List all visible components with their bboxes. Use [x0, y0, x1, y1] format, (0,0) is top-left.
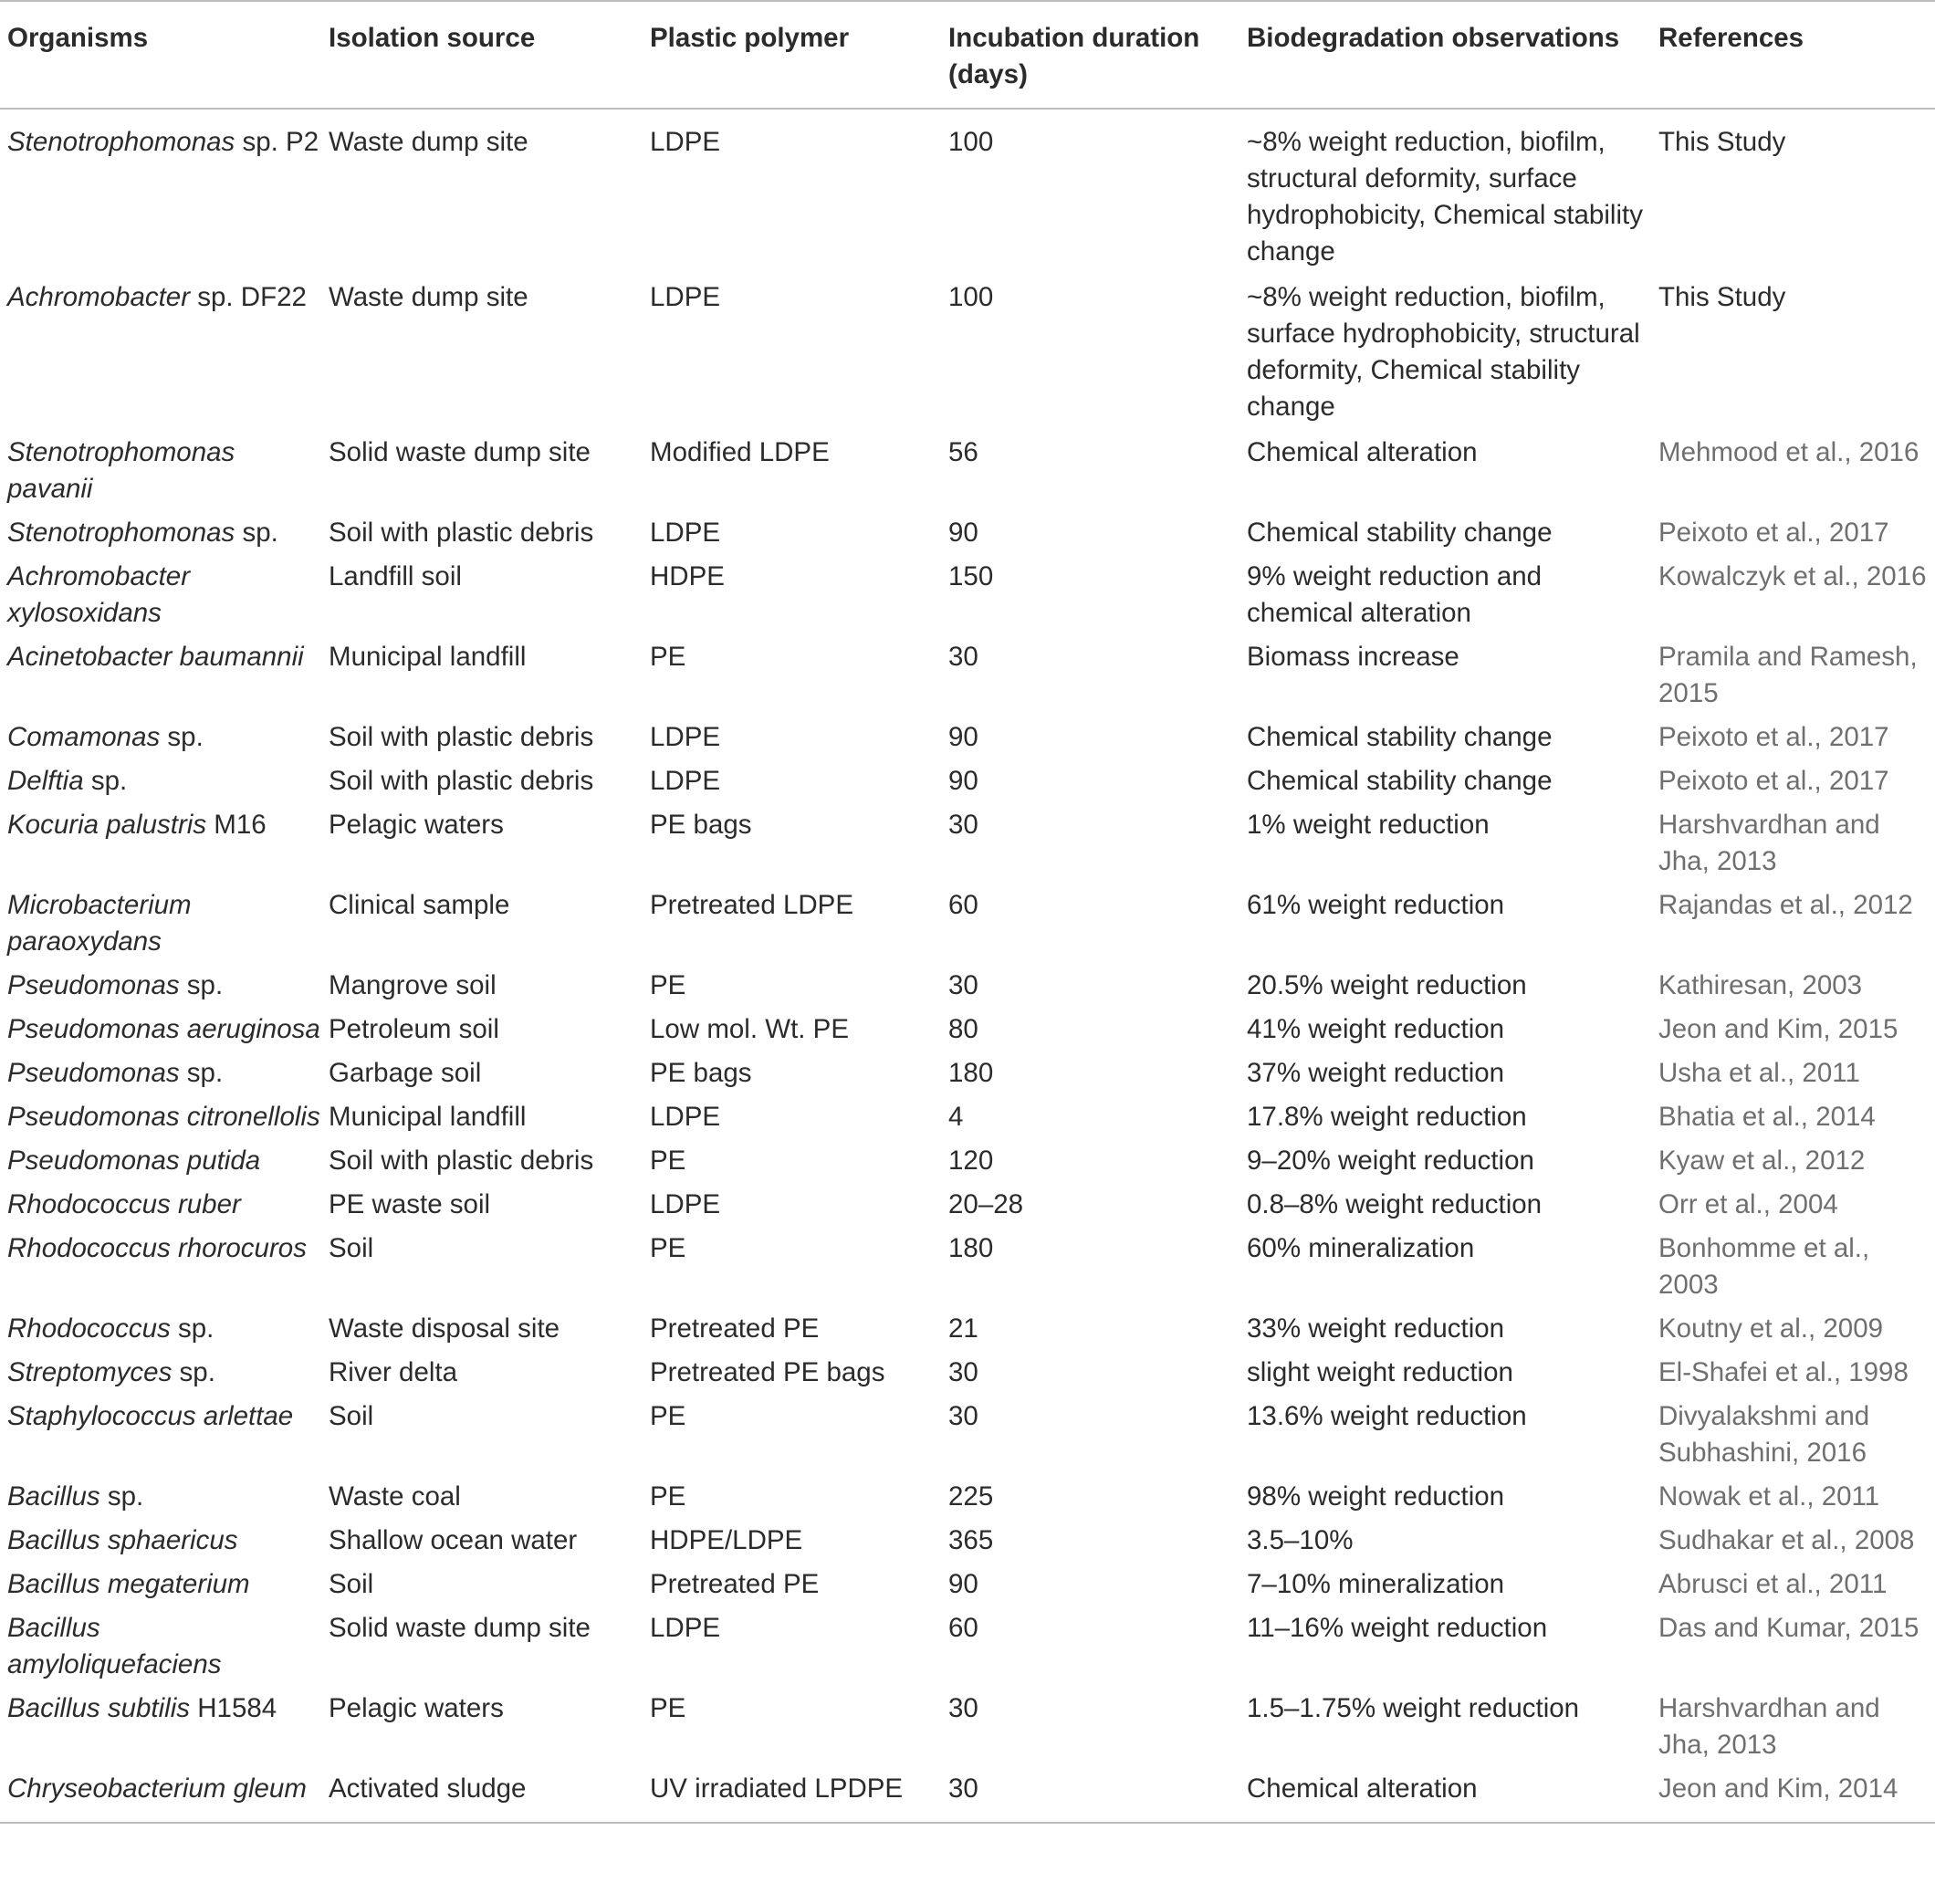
table-header: [0, 1, 1935, 109]
cell-plastic-polymer: LDPE: [650, 1189, 721, 1219]
organism-name-italic: Staphylococcus arlettae: [7, 1401, 294, 1431]
cell-isolation-source: River delta: [329, 1357, 458, 1387]
organism-name-italic: Pseudomonas: [7, 1058, 180, 1088]
cell-isolation-source: Municipal landfill: [329, 642, 527, 672]
cell-organism: [0, 759, 321, 803]
table-body: [0, 109, 1935, 1823]
cell-incubation-duration: 30: [941, 1767, 1239, 1823]
cell-incubation-duration: 21: [948, 1313, 978, 1344]
table-row: [0, 1687, 1935, 1767]
cell-plastic-polymer: Low mol. Wt. PE: [650, 1014, 850, 1044]
cell-biodegradation-observations: 61% weight reduction: [1247, 890, 1505, 920]
organism-name-italic: Rhodococcus: [7, 1313, 171, 1344]
cell-reference: Bhatia et al., 2014: [1658, 1102, 1876, 1132]
header-references: References: [1651, 1, 1935, 109]
cell-incubation-duration: 80: [948, 1014, 978, 1044]
header-isolation-source: Isolation source: [321, 1, 643, 109]
organism-name-suffix: sp.: [99, 1481, 144, 1512]
cell-reference: Pramila and Ramesh, 2015: [1658, 642, 1918, 708]
table-row: [0, 803, 1935, 884]
cell-biodegradation-observations: 1% weight reduction: [1247, 810, 1490, 840]
organism-name-italic: Bacillus sphaericus: [7, 1525, 238, 1555]
organism-name-italic: Bacillus: [7, 1481, 100, 1512]
header-organisms: Organisms: [0, 1, 321, 109]
cell-incubation-duration: 60: [948, 890, 978, 920]
cell-organism: [0, 635, 321, 716]
organism-name-suffix: sp.: [235, 518, 278, 548]
cell-reference: This Study: [1658, 127, 1786, 157]
header-incubation-duration: Incubation duration (days): [941, 1, 1239, 109]
cell-reference: Peixoto et al., 2017: [1658, 518, 1889, 548]
cell-isolation-source: Soil with plastic debris: [329, 518, 594, 548]
cell-reference: Rajandas et al., 2012: [1658, 890, 1913, 920]
cell-organism: [0, 1307, 321, 1351]
cell-isolation-source: Soil: [329, 1569, 374, 1599]
cell-organism: [0, 1008, 321, 1051]
cell-plastic-polymer: LDPE: [650, 1613, 721, 1643]
cell-reference: Usha et al., 2011: [1658, 1058, 1860, 1088]
table-row: [0, 1606, 1935, 1687]
cell-isolation-source: Garbage soil: [329, 1058, 482, 1088]
cell-isolation-source: Pelagic waters: [329, 810, 504, 840]
organism-name-italic: Bacillus megaterium: [7, 1569, 250, 1599]
cell-organism: [0, 1519, 321, 1563]
organism-name-italic: Pseudomonas citronellolis: [7, 1102, 320, 1132]
organism-name-suffix: sp.: [179, 970, 224, 1000]
cell-isolation-source: Activated sludge: [321, 1767, 643, 1823]
cell-organism: [0, 1606, 321, 1687]
cell-plastic-polymer: HDPE: [650, 561, 725, 591]
cell-organism: [0, 1475, 321, 1519]
cell-isolation-source: Clinical sample: [329, 890, 510, 920]
cell-incubation-duration: 120: [948, 1146, 994, 1176]
cell-incubation-duration: 4: [948, 1102, 964, 1132]
table-row: [0, 964, 1935, 1008]
cell-plastic-polymer: PE bags: [650, 1058, 752, 1088]
cell-biodegradation-observations: ~8% weight reduction, biofilm, structural deformity, surface hydrophobicity, Chemical stability change: [1247, 127, 1643, 267]
cell-biodegradation-observations: 33% weight reduction: [1247, 1313, 1505, 1344]
cell-biodegradation-observations: 0.8–8% weight reduction: [1247, 1189, 1543, 1219]
organism-name-italic: Microbacterium paraoxydans: [7, 890, 192, 957]
cell-reference: Kyaw et al., 2012: [1658, 1146, 1866, 1176]
cell-plastic-polymer: PE: [650, 1481, 686, 1512]
cell-biodegradation-observations: 9–20% weight reduction: [1247, 1146, 1534, 1176]
organism-name-italic: Achromobacter: [7, 282, 191, 312]
cell-plastic-polymer: LDPE: [650, 282, 721, 312]
cell-isolation-source: Waste dump site: [329, 127, 528, 157]
cell-organism: [0, 1095, 321, 1139]
organism-name-suffix: sp.: [83, 766, 128, 796]
table-row: [0, 1519, 1935, 1563]
cell-reference: Das and Kumar, 2015: [1658, 1613, 1919, 1643]
cell-organism: [0, 511, 321, 555]
cell-biodegradation-observations: 3.5–10%: [1247, 1525, 1354, 1555]
cell-incubation-duration: 365: [948, 1525, 994, 1555]
cell-isolation-source: Solid waste dump site: [329, 1613, 591, 1643]
organism-name-italic: Streptomyces: [7, 1357, 173, 1387]
cell-organism: [0, 964, 321, 1008]
organism-name-suffix: sp. P2: [235, 127, 319, 157]
table-row: [0, 759, 1935, 803]
cell-biodegradation-observations: 98% weight reduction: [1247, 1481, 1505, 1512]
cell-reference: Kowalczyk et al., 2016: [1658, 561, 1927, 591]
cell-incubation-duration: 225: [948, 1481, 994, 1512]
header-biodegradation-observations: Biodegradation observations: [1239, 1, 1651, 109]
organism-name-italic: Comamonas: [7, 722, 161, 752]
cell-isolation-source: Pelagic waters: [329, 1693, 504, 1723]
cell-incubation-duration: 90: [948, 518, 978, 548]
table-row: [0, 1767, 1935, 1823]
cell-isolation-source: Shallow ocean water: [329, 1525, 578, 1555]
cell-reference: This Study: [1658, 282, 1786, 312]
cell-biodegradation-observations: 41% weight reduction: [1247, 1014, 1505, 1044]
cell-isolation-source: Waste disposal site: [329, 1313, 560, 1344]
organism-name-italic: Chryseobacterium gleum: [7, 1773, 307, 1804]
cell-isolation-source: Mangrove soil: [329, 970, 497, 1000]
cell-plastic-polymer: Modified LDPE: [650, 437, 830, 467]
table-row: [0, 1183, 1935, 1227]
table-row: [0, 555, 1935, 635]
cell-plastic-polymer: Pretreated PE: [650, 1313, 820, 1344]
organism-name-suffix: sp.: [170, 1313, 214, 1344]
organism-name-italic: Acinetobacter baumannii: [7, 642, 304, 672]
cell-organism: [0, 803, 321, 884]
cell-organism: [0, 884, 321, 964]
table-row: [0, 716, 1935, 759]
organism-name-italic: Stenotrophomonas: [7, 518, 235, 548]
table-row: [0, 1475, 1935, 1519]
cell-incubation-duration: 30: [948, 1693, 978, 1723]
cell-biodegradation-observations: 60% mineralization: [1247, 1233, 1475, 1263]
cell-biodegradation-observations: 1.5–1.75% weight reduction: [1247, 1693, 1580, 1723]
table-row: [0, 1095, 1935, 1139]
cell-reference: Orr et al., 2004: [1658, 1189, 1838, 1219]
header-row: [0, 1, 1935, 109]
cell-isolation-source: Soil with plastic debris: [329, 722, 594, 752]
cell-reference: Nowak et al., 2011: [1658, 1481, 1880, 1512]
cell-biodegradation-observations: Chemical stability change: [1247, 518, 1553, 548]
cell-biodegradation-observations: Chemical stability change: [1247, 766, 1553, 796]
table-row: [0, 884, 1935, 964]
table-row: [0, 1008, 1935, 1051]
organism-name-italic: Rhodococcus ruber: [7, 1189, 241, 1219]
cell-plastic-polymer: PE bags: [650, 810, 752, 840]
cell-incubation-duration: 90: [948, 1569, 978, 1599]
cell-organism: [0, 1563, 321, 1606]
organism-name-suffix: sp.: [160, 722, 204, 752]
cell-reference: Peixoto et al., 2017: [1658, 722, 1889, 752]
cell-biodegradation-observations: Chemical alteration: [1239, 1767, 1651, 1823]
cell-organism: [0, 109, 321, 276]
cell-incubation-duration: 20–28: [948, 1189, 1024, 1219]
organism-name-suffix: sp. DF22: [190, 282, 307, 312]
cell-biodegradation-observations: Chemical stability change: [1247, 722, 1553, 752]
cell-isolation-source: Soil: [329, 1401, 374, 1431]
cell-plastic-polymer: Pretreated PE: [650, 1569, 820, 1599]
cell-incubation-duration: 56: [948, 437, 978, 467]
cell-isolation-source: Solid waste dump site: [329, 437, 591, 467]
cell-reference: Harshvardhan and Jha, 2013: [1658, 810, 1880, 876]
table-row: [0, 511, 1935, 555]
table-row: [0, 1139, 1935, 1183]
cell-plastic-polymer: PE: [650, 1233, 686, 1263]
table-row: [0, 1051, 1935, 1095]
organism-name-italic: Stenotrophomonas pavanii: [7, 437, 235, 504]
organism-name-italic: Delftia: [7, 766, 84, 796]
cell-organism: [0, 1395, 321, 1475]
cell-biodegradation-observations: 7–10% mineralization: [1247, 1569, 1505, 1599]
cell-plastic-polymer: LDPE: [650, 1102, 721, 1132]
cell-organism: [0, 1767, 321, 1823]
cell-reference: Jeon and Kim, 2015: [1658, 1014, 1898, 1044]
cell-incubation-duration: 180: [948, 1058, 994, 1088]
organism-name-italic: Pseudomonas putida: [7, 1146, 261, 1176]
cell-plastic-polymer: LDPE: [650, 518, 721, 548]
cell-organism: [0, 1351, 321, 1395]
table-row: [0, 431, 1935, 511]
organism-name-italic: Pseudomonas aeruginosa: [7, 1014, 320, 1044]
cell-plastic-polymer: PE: [650, 642, 686, 672]
organism-name-suffix: H1584: [190, 1693, 277, 1723]
cell-incubation-duration: 30: [948, 1401, 978, 1431]
cell-organism: [0, 1051, 321, 1095]
cell-incubation-duration: 30: [948, 642, 978, 672]
cell-biodegradation-observations: ~8% weight reduction, biofilm, surface hydrophobicity, structural deformity, Chemical stability change: [1247, 282, 1640, 422]
cell-plastic-polymer: LDPE: [650, 127, 721, 157]
cell-incubation-duration: 100: [948, 127, 994, 157]
cell-biodegradation-observations: slight weight reduction: [1247, 1357, 1513, 1387]
cell-isolation-source: Municipal landfill: [329, 1102, 527, 1132]
cell-incubation-duration: 30: [948, 970, 978, 1000]
cell-plastic-polymer: UV irradiated LPDPE: [643, 1767, 941, 1823]
table-row: [0, 109, 1935, 276]
cell-biodegradation-observations: 17.8% weight reduction: [1247, 1102, 1527, 1132]
organism-name-italic: Stenotrophomonas: [7, 127, 235, 157]
cell-incubation-duration: 180: [948, 1233, 994, 1263]
organism-name-suffix: sp.: [179, 1058, 224, 1088]
table-row: [0, 1395, 1935, 1475]
cell-reference: Mehmood et al., 2016: [1658, 437, 1919, 467]
cell-incubation-duration: 90: [948, 722, 978, 752]
cell-biodegradation-observations: 9% weight reduction and chemical alteration: [1247, 561, 1543, 628]
cell-reference: Bonhomme et al., 2003: [1658, 1233, 1870, 1300]
cell-reference: Peixoto et al., 2017: [1658, 766, 1889, 796]
cell-incubation-duration: 30: [948, 810, 978, 840]
cell-plastic-polymer: PE: [650, 1401, 686, 1431]
organism-name-italic: Kocuria palustris: [7, 810, 207, 840]
cell-incubation-duration: 100: [948, 282, 994, 312]
table-row: [0, 1227, 1935, 1307]
cell-biodegradation-observations: 11–16% weight reduction: [1247, 1613, 1548, 1643]
cell-organism: [0, 555, 321, 635]
cell-organism: [0, 431, 321, 511]
organism-name-suffix: M16: [206, 810, 267, 840]
table-row: [0, 1307, 1935, 1351]
organism-name-italic: Bacillus subtilis: [7, 1693, 191, 1723]
cell-incubation-duration: 60: [948, 1613, 978, 1643]
table-row: [0, 1563, 1935, 1606]
table-row: [0, 276, 1935, 431]
cell-plastic-polymer: PE: [650, 970, 686, 1000]
cell-plastic-polymer: PE: [650, 1693, 686, 1723]
organism-name-italic: Pseudomonas: [7, 970, 180, 1000]
cell-reference: Abrusci et al., 2011: [1658, 1569, 1888, 1599]
cell-plastic-polymer: LDPE: [650, 766, 721, 796]
cell-isolation-source: Petroleum soil: [329, 1014, 499, 1044]
cell-incubation-duration: 150: [948, 561, 994, 591]
cell-reference: Sudhakar et al., 2008: [1658, 1525, 1915, 1555]
organism-name-suffix: sp.: [172, 1357, 215, 1387]
cell-biodegradation-observations: 37% weight reduction: [1247, 1058, 1505, 1088]
cell-isolation-source: Soil with plastic debris: [329, 766, 594, 796]
cell-plastic-polymer: PE: [650, 1146, 686, 1176]
table-row: [0, 635, 1935, 716]
cell-incubation-duration: 30: [948, 1357, 978, 1387]
cell-plastic-polymer: Pretreated LDPE: [650, 890, 854, 920]
cell-isolation-source: Soil: [329, 1233, 374, 1263]
cell-reference: Divyalakshmi and Subhashini, 2016: [1658, 1401, 1870, 1468]
cell-reference: Kathiresan, 2003: [1658, 970, 1863, 1000]
cell-biodegradation-observations: 20.5% weight reduction: [1247, 970, 1527, 1000]
cell-biodegradation-observations: Biomass increase: [1247, 642, 1459, 672]
cell-reference: El-Shafei et al., 1998: [1658, 1357, 1909, 1387]
cell-organism: [0, 1227, 321, 1307]
organism-name-italic: Bacillus amyloliquefaciens: [7, 1613, 222, 1679]
cell-isolation-source: Waste dump site: [329, 282, 528, 312]
cell-organism: [0, 1139, 321, 1183]
cell-organism: [0, 1687, 321, 1767]
cell-plastic-polymer: HDPE/LDPE: [650, 1525, 803, 1555]
cell-biodegradation-observations: Chemical alteration: [1247, 437, 1478, 467]
cell-isolation-source: PE waste soil: [329, 1189, 491, 1219]
organism-name-italic: Rhodococcus rhorocuros: [7, 1233, 307, 1263]
organism-name-italic: Achromobacter xylosoxidans: [7, 561, 191, 628]
cell-reference: Jeon and Kim, 2014: [1651, 1767, 1935, 1823]
header-plastic-polymer: Plastic polymer: [643, 1, 941, 109]
cell-biodegradation-observations: 13.6% weight reduction: [1247, 1401, 1527, 1431]
cell-organism: [0, 1183, 321, 1227]
table-row: [0, 1351, 1935, 1395]
cell-isolation-source: Soil with plastic debris: [329, 1146, 594, 1176]
cell-isolation-source: Waste coal: [329, 1481, 461, 1512]
cell-reference: Harshvardhan and Jha, 2013: [1658, 1693, 1880, 1760]
cell-reference: Koutny et al., 2009: [1658, 1313, 1884, 1344]
cell-isolation-source: Landfill soil: [329, 561, 462, 591]
cell-organism: [0, 716, 321, 759]
cell-organism: [0, 276, 321, 431]
cell-incubation-duration: 90: [948, 766, 978, 796]
cell-plastic-polymer: LDPE: [650, 722, 721, 752]
cell-plastic-polymer: Pretreated PE bags: [650, 1357, 885, 1387]
